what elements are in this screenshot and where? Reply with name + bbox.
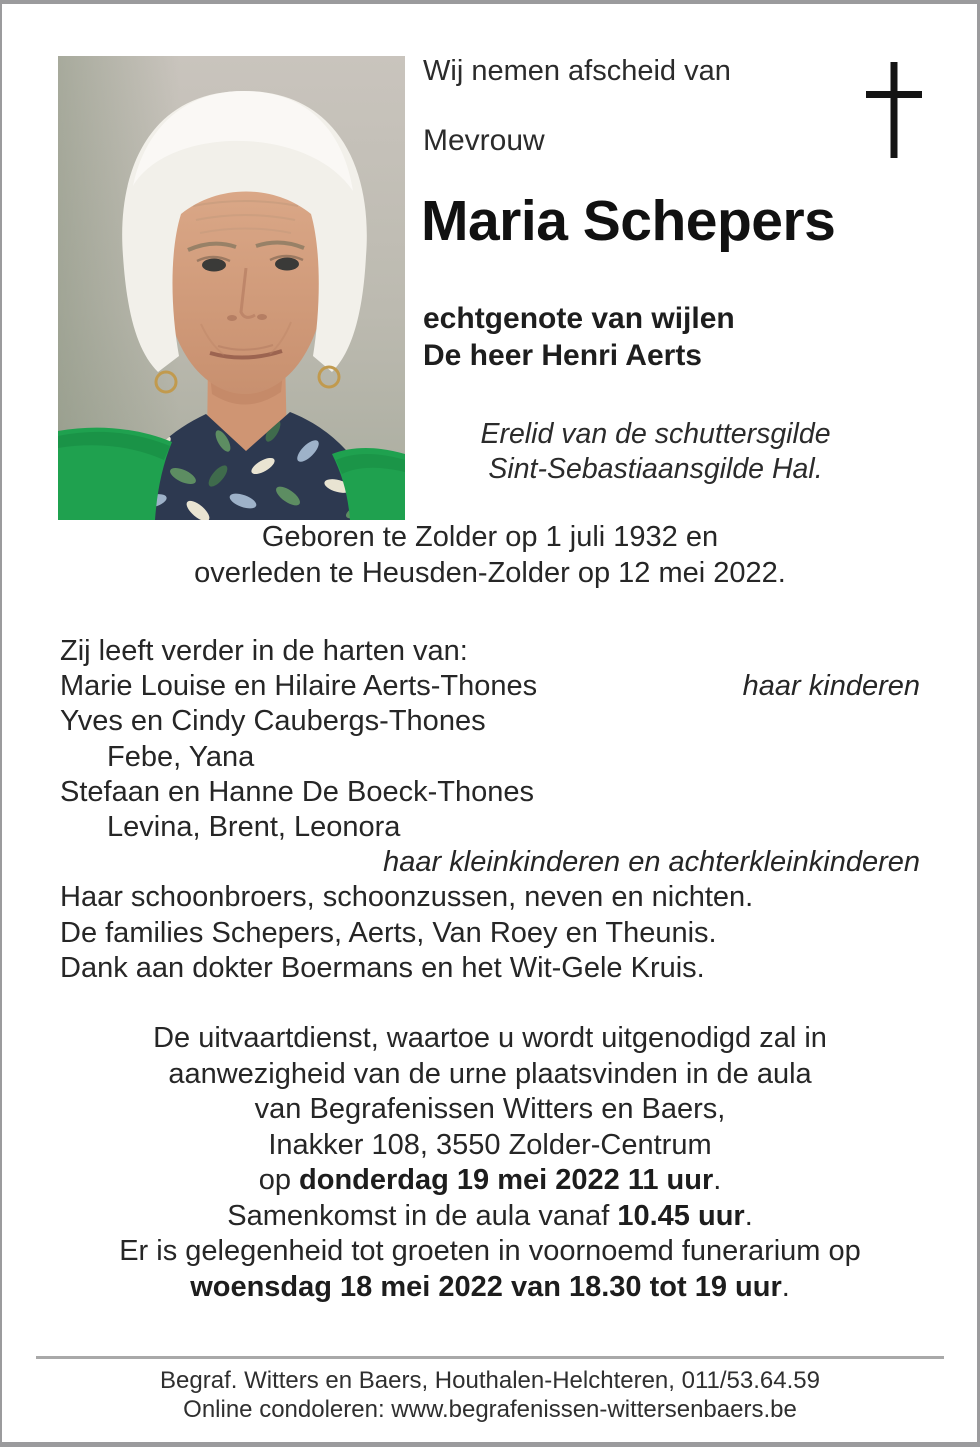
service-line: aanwezigheid van de urne plaatsvinden in de aula: [168, 1057, 812, 1090]
salutation: Mevrouw: [423, 124, 545, 157]
family-intro: Zij leeft verder in de harten van:: [60, 635, 468, 667]
service-date-line: [0, 1163, 980, 1199]
death-line: overleden te Heusden-Zolder op 12 mei 2022.: [194, 556, 786, 589]
relation-label-grandchildren: haar kleinkinderen en achterkleinkinderen: [383, 846, 920, 879]
online-condolence: Online condoleren: www.begrafenissen-wittersenbaers.be: [183, 1396, 797, 1423]
service-address: Inakker 108, 3550 Zolder-Centrum: [268, 1128, 712, 1161]
funeral-home-footer: [0, 1366, 980, 1424]
deceased-name: Maria Schepers: [421, 189, 836, 253]
service-date-suffix: .: [713, 1164, 722, 1196]
funeral-home-contact: Begraf. Witters en Baers, Houthalen-Helchteren, 011/53.64.59: [160, 1367, 820, 1394]
frame-border-top: [0, 0, 980, 4]
farewell-line: Wij nemen afscheid van: [423, 55, 731, 87]
gathering-prefix: Samenkomst in de aula vanaf: [227, 1199, 618, 1232]
viewing-date-suffix: .: [781, 1270, 790, 1303]
family-others: De families Schepers, Aerts, Van Roey en Theunis.: [60, 916, 717, 949]
frame-border-bottom: [0, 1442, 980, 1447]
birth-line: Geboren te Zolder op 1 juli 1932 en: [261, 521, 719, 553]
gathering-line: [0, 1199, 980, 1235]
gathering-time: 10.45 uur: [617, 1199, 745, 1232]
guild-honor: [423, 417, 888, 487]
viewing-date-line: [0, 1270, 980, 1306]
service-line: van Begrafenissen Witters en Baers,: [254, 1093, 726, 1125]
portrait-photo: [58, 56, 405, 520]
family-others: Dank aan dokter Boermans en het Wit-Gele Kruis.: [60, 951, 705, 984]
viewing-line: Er is gelegenheid tot groeten in voornoemd funerarium op: [119, 1235, 861, 1267]
family-section: [60, 634, 920, 986]
footer-divider: [36, 1356, 944, 1359]
spouse-line2: De heer Henri Aerts: [423, 339, 702, 372]
viewing-date: woensdag 18 mei 2022 van 18.30 tot 19 uur: [190, 1270, 782, 1303]
family-row-children: [60, 669, 920, 704]
family-member-grandchild: Levina, Brent, Leonora: [107, 811, 401, 844]
service-details: [0, 1021, 980, 1305]
spouse-line1: echtgenote van wijlen: [423, 302, 735, 335]
family-member: Marie Louise en Hilaire Aerts-Thones: [60, 670, 538, 703]
birth-death-dates: [0, 520, 980, 591]
portrait-illustration: [58, 56, 405, 520]
service-line: De uitvaartdienst, waartoe u wordt uitgenodigd zal in: [153, 1022, 827, 1054]
relation-label-children: haar kinderen: [742, 670, 920, 703]
family-member: Stefaan en Hanne De Boeck-Thones: [60, 775, 534, 808]
spouse-info: [423, 300, 735, 374]
family-others: Haar schoonbroers, schoonzussen, neven en nichten.: [60, 881, 754, 914]
family-member: Yves en Cindy Caubergs-Thones: [60, 705, 486, 738]
honor-line2: Sint-Sebastiaansgilde Hal.: [488, 453, 823, 485]
family-member-grandchild: Febe, Yana: [107, 740, 255, 773]
service-date: donderdag 19 mei 2022 11 uur: [299, 1164, 714, 1196]
service-date-prefix: op: [258, 1164, 300, 1196]
gathering-suffix: .: [744, 1199, 753, 1232]
cross-icon: [864, 60, 924, 160]
honor-line1: Erelid van de schuttersgilde: [480, 418, 831, 450]
